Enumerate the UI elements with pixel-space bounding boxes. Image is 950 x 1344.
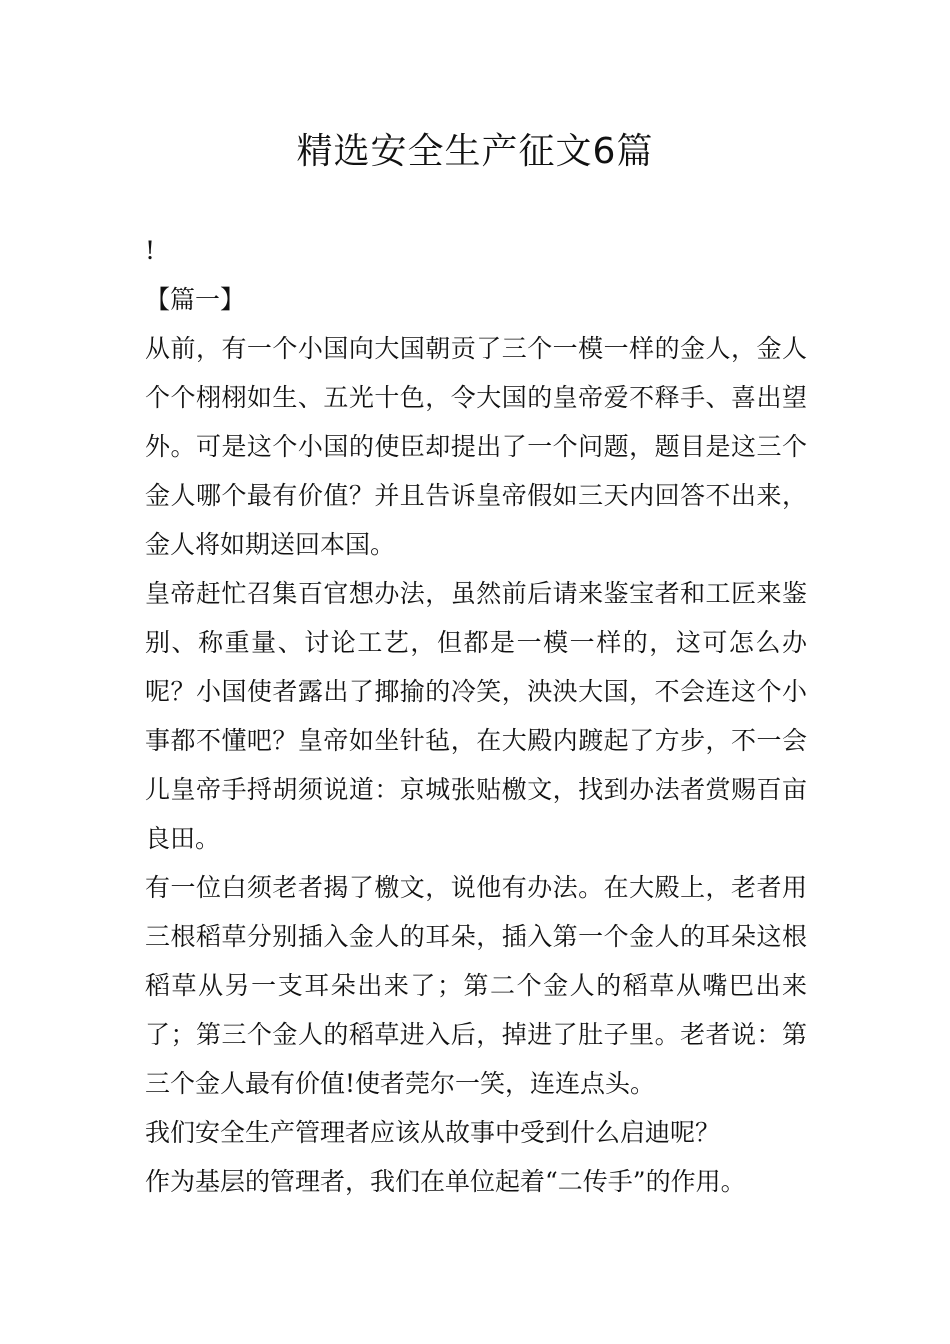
- document-body: [145, 226, 807, 1206]
- paragraph: 有一位白须老者揭了檄文，说他有办法。在大殿上，老者用三根稻草分别插入金人的耳朵，插入第一个金人的耳朵这根稻草从另一支耳朵出来了；第二个金人的稻草从嘴巴出来了；第三个金人的稻草进入后，掉进了肚子里。老者说：第三个金人最有价值!使者莞尔一笑，连连点头。: [145, 873, 807, 1098]
- paragraph: 皇帝赶忙召集百官想办法，虽然前后请来鉴宝者和工匠来鉴别、称重量、讨论工艺，但都是一模一样的，这可怎么办呢？小国使者露出了揶揄的冷笑，泱泱大国，不会连这个小事都不懂吧？皇帝如坐针毡，在大殿内踱起了方步，不一会儿皇帝手捋胡须说道：京城张贴檄文，找到办法者赏赐百亩良田。: [145, 579, 807, 853]
- paragraph-exclamation: !: [145, 236, 156, 265]
- paragraph: 从前，有一个小国向大国朝贡了三个一模一样的金人，金人个个栩栩如生、五光十色，令大国的皇帝爱不释手、喜出望外。可是这个小国的使臣却提出了一个问题，题目是这三个金人哪个最有价值？并且告诉皇帝假如三天内回答不出来，金人将如期送回本国。: [145, 334, 807, 559]
- section-heading: 【篇一】: [145, 285, 246, 314]
- document-title: 精选安全生产征文6篇: [296, 131, 654, 172]
- paragraph: 我们安全生产管理者应该从故事中受到什么启迪呢？: [145, 1118, 721, 1147]
- paragraph: 作为基层的管理者，我们在单位起着“二传手”的作用。: [145, 1167, 746, 1196]
